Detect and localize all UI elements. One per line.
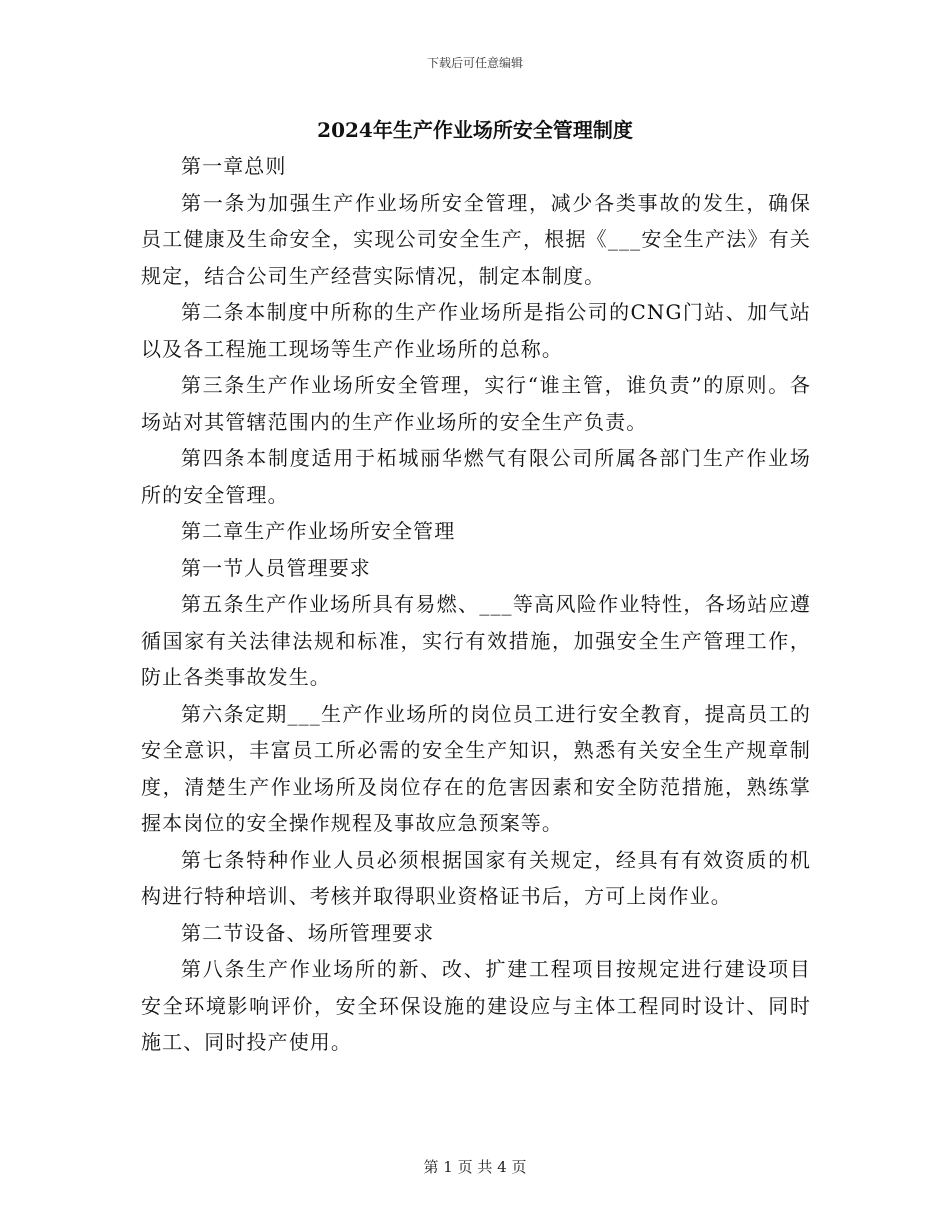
header-note: 下载后可任意编辑 <box>426 56 523 70</box>
article-paragraph: 第三条生产作业场所安全管理，实行“谁主管，谁负责”的原则。各场站对其管辖范围内的生产作业场所的安全生产负责。 <box>141 373 811 434</box>
article-paragraph: 第一条为加强生产作业场所安全管理，减少各类事故的发生，确保员工健康及生命安全，实现公司安全生产，根据《___安全生产法》有关规定，结合公司生产经营实际情况，制定本制度。 <box>141 190 811 288</box>
document-body <box>141 148 811 1061</box>
page-number: 第 1 页 共 4 页 <box>423 1158 527 1176</box>
section-heading: 第二节设备、场所管理要求 <box>181 920 435 945</box>
article-paragraph: 第二条本制度中所称的生产作业场所是指公司的CNG门站、加气站以及各工程施工现场等生产作业场所的总称。 <box>141 300 811 361</box>
document-title: 2024年生产作业场所安全管理制度 <box>317 118 633 142</box>
section-heading: 第一节人员管理要求 <box>181 555 371 580</box>
chapter-heading: 第一章总则 <box>181 154 287 178</box>
article-paragraph: 第五条生产作业场所具有易燃、___等高风险作业特性，各场站应遵循国家有关法律法规和标准，实行有效措施，加强安全生产管理工作，防止各类事故发生。 <box>141 592 811 689</box>
article-paragraph: 第四条本制度适用于柘城丽华燃气有限公司所属各部门生产作业场所的安全管理。 <box>141 446 811 507</box>
article-paragraph: 第七条特种作业人员必须根据国家有关规定，经具有有效资质的机构进行特种培训、考核并取得职业资格证书后，方可上岗作业。 <box>141 847 811 908</box>
article-paragraph: 第六条定期___生产作业场所的岗位员工进行安全教育，提高员工的安全意识，丰富员工所必需的安全生产知识，熟悉有关安全生产规章制度，清楚生产作业场所及岗位存在的危害因素和安全防范措施，熟练掌握本岗位的安全操作规程及事故应急预案等。 <box>141 701 811 835</box>
article-paragraph: 第八条生产作业场所的新、改、扩建工程项目按规定进行建设项目安全环境影响评价，安全环保设施的建设应与主体工程同时设计、同时施工、同时投产使用。 <box>141 957 811 1054</box>
chapter-heading: 第二章生产作业场所安全管理 <box>181 519 456 543</box>
